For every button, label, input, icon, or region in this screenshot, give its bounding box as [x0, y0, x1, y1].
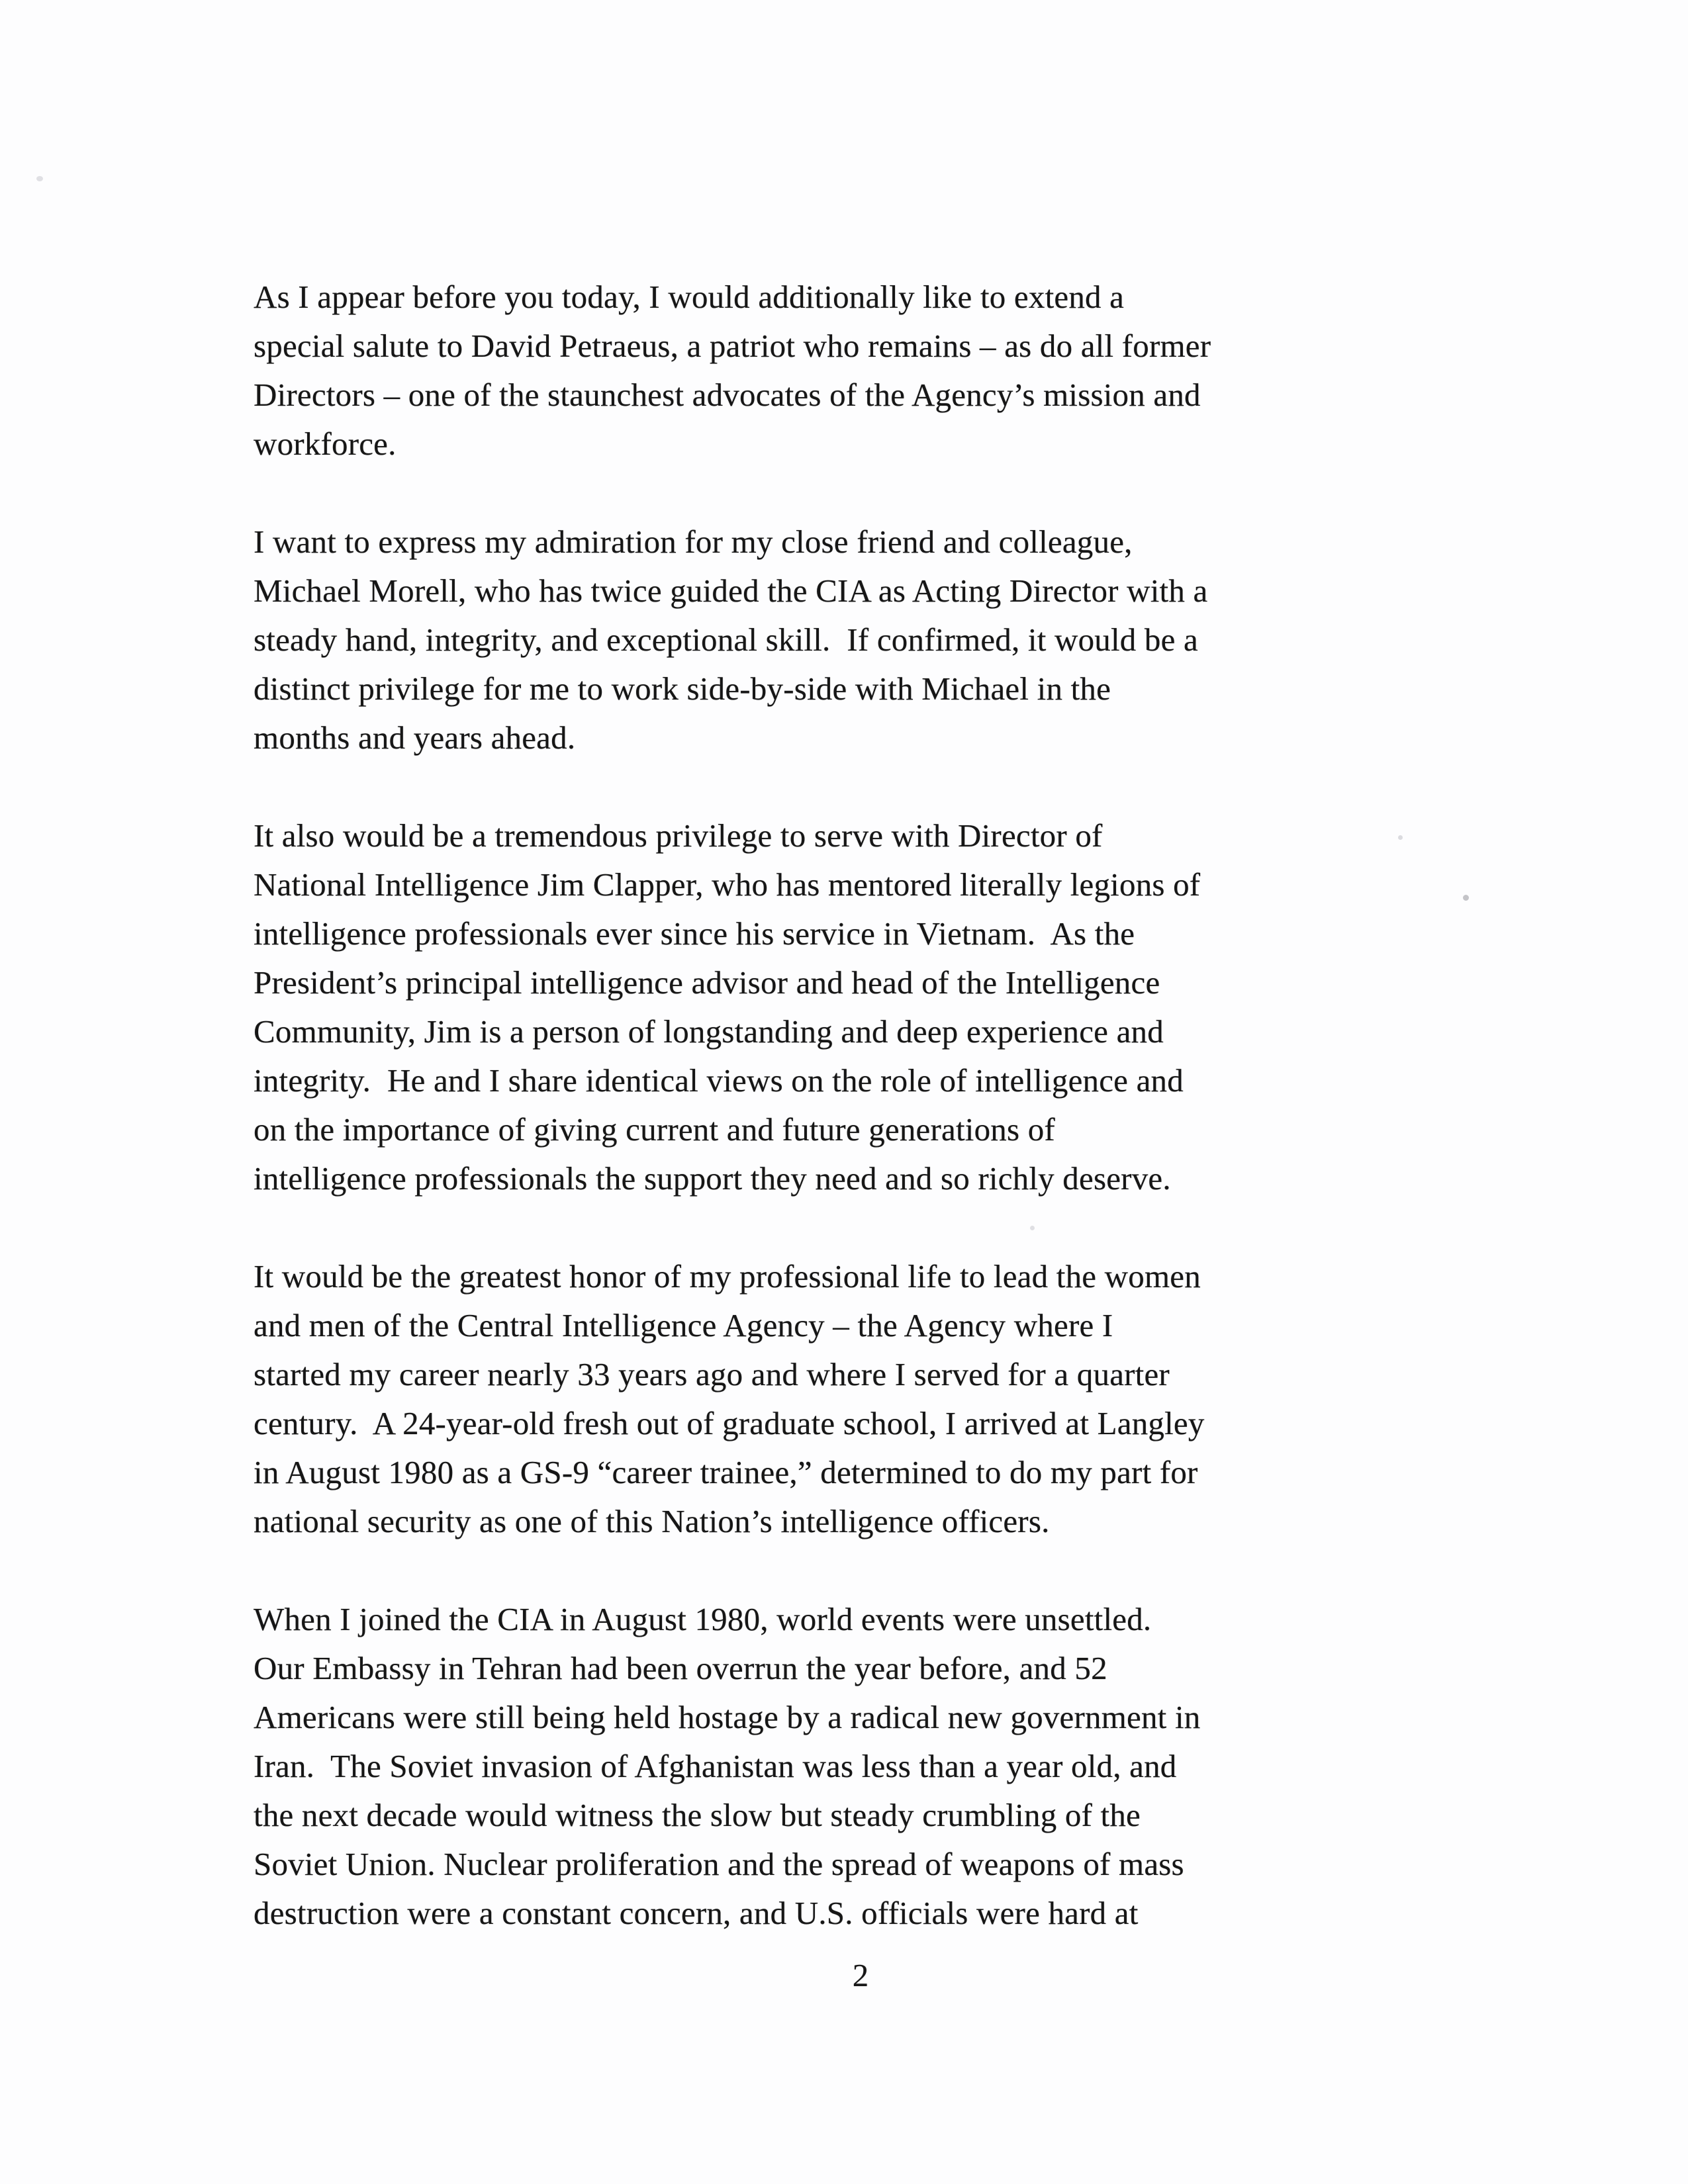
document-line: President’s principal intelligence advisor and head of the Intelligence: [254, 964, 1160, 1001]
document-line: Directors – one of the staunchest advocates of the Agency’s mission and: [254, 377, 1201, 413]
document-line: months and years ahead.: [254, 719, 576, 756]
document-line: When I joined the CIA in August 1980, world events were unsettled.: [254, 1601, 1152, 1637]
document-line: destruction were a constant concern, and U.S. officials were hard at: [254, 1895, 1139, 1931]
paragraph: [254, 518, 1498, 762]
document-line: intelligence professionals the support they need and so richly deserve.: [254, 1160, 1171, 1197]
document-line: Michael Morell, who has twice guided the CIA as Acting Director with a: [254, 572, 1208, 609]
document-line: Americans were still being held hostage by a radical new government in: [254, 1699, 1201, 1735]
document-line: distinct privilege for me to work side-by-side with Michael in the: [254, 670, 1111, 707]
document-line: workforce.: [254, 426, 397, 462]
scan-speck: [36, 176, 43, 181]
page-number: 2: [852, 1957, 869, 1993]
document-line: As I appear before you today, I would additionally like to extend a: [254, 279, 1125, 315]
document-line: It also would be a tremendous privilege to serve with Director of: [254, 817, 1103, 854]
document-line: Community, Jim is a person of longstanding and deep experience and: [254, 1013, 1164, 1050]
document-line: It would be the greatest honor of my professional life to lead the women: [254, 1258, 1201, 1295]
document-line: steady hand, integrity, and exceptional skill. If confirmed, it would be a: [254, 621, 1198, 658]
document-line: Soviet Union. Nuclear proliferation and the spread of weapons of mass: [254, 1846, 1184, 1882]
paragraph: [254, 273, 1498, 469]
document-line: I want to express my admiration for my close friend and colleague,: [254, 523, 1133, 560]
document-line: on the importance of giving current and future generations of: [254, 1111, 1055, 1148]
document-line: started my career nearly 33 years ago and where I served for a quarter: [254, 1356, 1170, 1392]
document-body: [254, 273, 1498, 1987]
document-line: integrity. He and I share identical views on the role of intelligence and: [254, 1062, 1184, 1099]
document-line: intelligence professionals ever since his service in Vietnam. As the: [254, 915, 1135, 952]
paragraph: [254, 811, 1498, 1203]
scan-speck: [1398, 835, 1403, 840]
scan-speck: [1030, 1226, 1035, 1230]
document-line: national security as one of this Nation’s intelligence officers.: [254, 1503, 1050, 1539]
document-line: the next decade would witness the slow but steady crumbling of the: [254, 1797, 1141, 1833]
document-line: in August 1980 as a GS-9 “career trainee,” determined to do my part for: [254, 1454, 1198, 1490]
document-line: special salute to David Petraeus, a patriot who remains – as do all former: [254, 328, 1211, 364]
document-line: National Intelligence Jim Clapper, who has mentored literally legions of: [254, 866, 1201, 903]
document-line: Our Embassy in Tehran had been overrun the year before, and 52: [254, 1650, 1107, 1686]
document-line: and men of the Central Intelligence Agency – the Agency where I: [254, 1307, 1113, 1343]
scan-speck: [1463, 895, 1469, 901]
document-line: Iran. The Soviet invasion of Afghanistan was less than a year old, and: [254, 1748, 1177, 1784]
paragraph: [254, 1595, 1498, 1938]
paragraph: [254, 1252, 1498, 1546]
document-line: century. A 24-year-old fresh out of graduate school, I arrived at Langley: [254, 1405, 1205, 1441]
